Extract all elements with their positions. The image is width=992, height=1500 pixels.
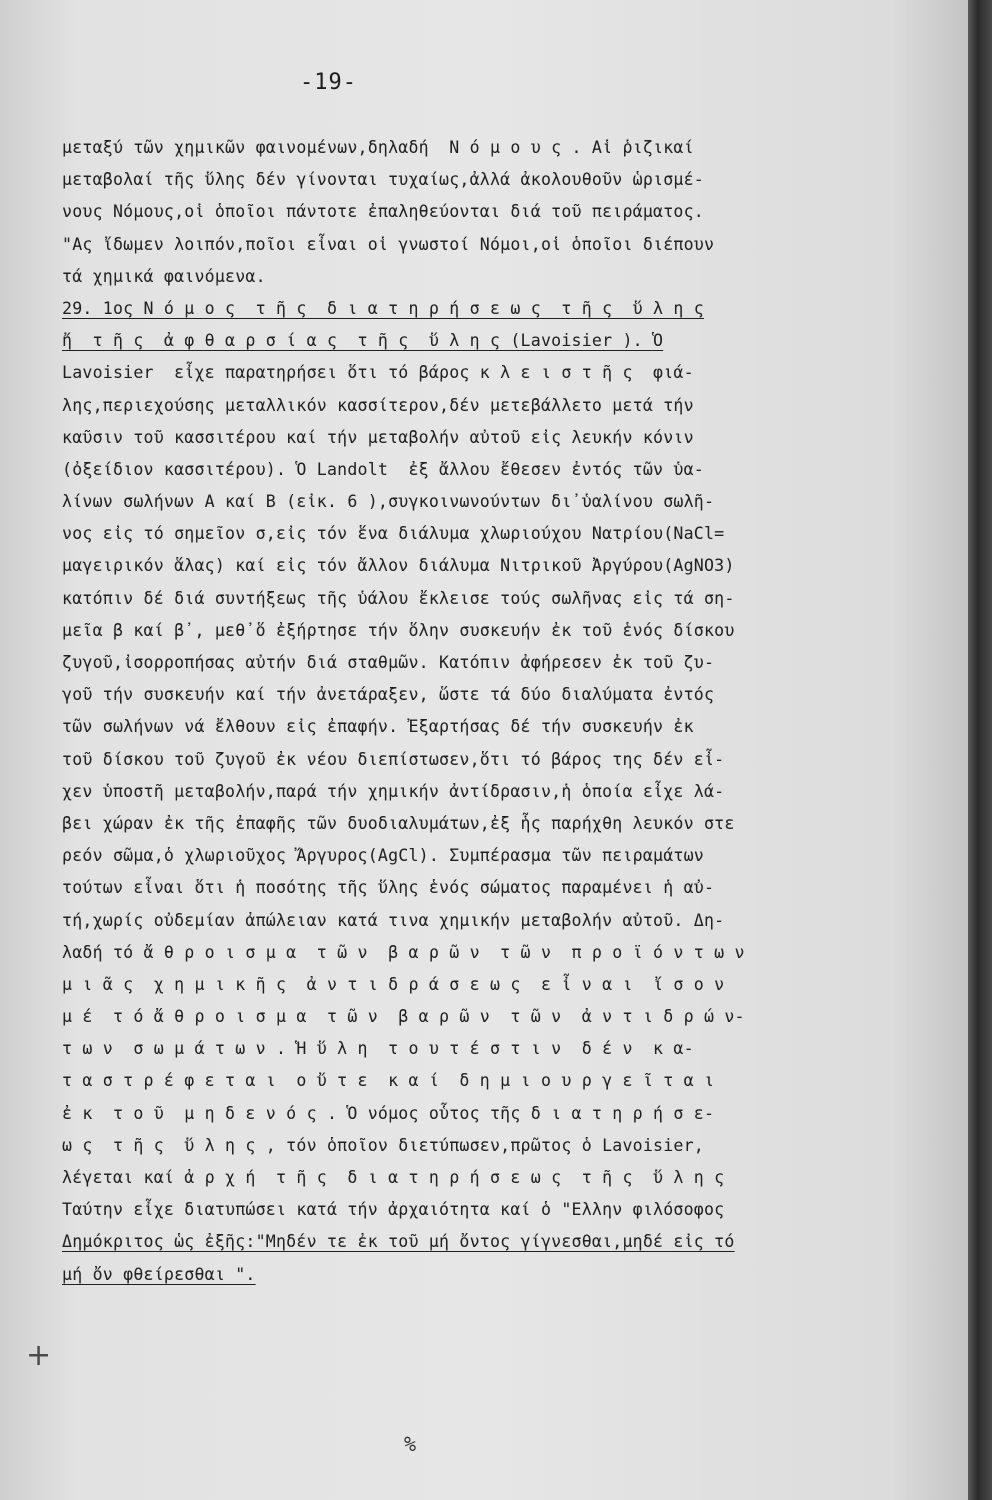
text-line: τῶν σωλήνων νά ἔλθουν εἰς ἐπαφήν. Ἐξαρτήσας δέ τήν συσκευήν ἐκ bbox=[62, 717, 694, 737]
text-line: λέγεται καί ἀ ρ χ ή τ ῆ ς δ ι α τ η ρ ή σ ε ω ς τ ῆ ς ὕ λ η ς bbox=[62, 1168, 725, 1187]
text-line: νος εἰς τό σημεῖον σ,εἰς τόν ἕνα διάλυμα χλωριούχου Νατρίου(NaCl= bbox=[62, 524, 725, 544]
page-number: -19- bbox=[300, 70, 357, 95]
text-line: μ ι ᾶ ς χ η μ ι κ ῆ ς ἀ ν τ ι δ ρ ά σ ε ω ς ε ἶ ν α ι ἴ σ ο ν bbox=[62, 974, 725, 994]
text-line: "Ας ἴδωμεν λοιπόν,ποῖοι εἶναι οἱ γνωστοί Νόμοι,οἱ ὁποῖοι διέπουν bbox=[62, 234, 715, 254]
text-line: μεταξύ τῶν χημικῶν φαινομένων,δηλαδή Ν ό μ ο υ ς . Αἱ ῥιζικαί bbox=[62, 138, 694, 157]
text-line: μεῖα β καί β᾿, μεθ᾿ὅ ἐξήρτησε τήν ὅλην συσκευήν ἐκ τοῦ ἑνός δίσκου bbox=[62, 620, 735, 640]
text-line: λίνων σωλήνων Α καί Β (εἰκ. 6 ),συγκοινωνούντων δι᾿ὑαλίνου σωλῆ- bbox=[62, 492, 715, 512]
text-line: μαγειρικόν ἅλας) καί εἰς τόν ἄλλον διάλυμα Νιτρικοῦ Ἀργύρου(AgNO3) bbox=[62, 556, 735, 576]
text-line: τ α σ τ ρ έ φ ε τ α ι ο ὔ τ ε κ α ί δ η μ ι ο υ ρ γ ε ῖ τ α ι bbox=[62, 1071, 715, 1091]
text-line: λης,περιεχούσης μεταλλικόν κασσίτερον,δέν μετεβάλλετο μετά τήν bbox=[62, 395, 694, 415]
text-line: τή,χωρίς οὐδεμίαν ἀπώλειαν κατά τινα χημικήν μεταβολήν αὐτοῦ. Δη- bbox=[62, 910, 725, 930]
page-binding-edge bbox=[968, 0, 992, 1500]
text-line: 29. 1ος Ν ό μ ο ς τ ῆ ς δ ι α τ η ρ ή σ ε ω ς τ ῆ ς ὕ λ η ς bbox=[62, 298, 704, 318]
text-line: (ὀξείδιον κασσιτέρου). Ὁ Landolt ἐξ ἄλλου ἔθεσεν ἐντός τῶν ὑα- bbox=[62, 459, 704, 479]
text-line: τούτων εἶναι ὅτι ἡ ποσότης τῆς ὕλης ἑνός σώματος παραμένει ἡ αὐ- bbox=[62, 878, 715, 898]
text-line: ρεόν σῶμα,ὁ χλωριοῦχος Ἄργυρος(AgCl). Συμπέρασμα τῶν πειραμάτων bbox=[62, 846, 704, 866]
text-line: τά χημικά φαινόμενα. bbox=[62, 266, 266, 286]
text-line: νους Νόμους,οἱ ὁποῖοι πάντοτε ἐπαληθεύονται διά τοῦ πειράματος. bbox=[62, 202, 704, 222]
body-text bbox=[62, 132, 962, 1291]
text-line: μή ὄν φθείρεσθαι ". bbox=[62, 1264, 256, 1284]
text-line: μ έ τ ό ἄ θ ρ ο ι σ μ α τ ῶ ν β α ρ ῶ ν τ ῶ ν ἀ ν τ ι δ ρ ώ ν- bbox=[62, 1007, 745, 1027]
footer-mark: % bbox=[404, 1432, 417, 1456]
text-line: ζυγοῦ,ἰσορροπήσας αὐτήν διά σταθμῶν. Κατόπιν ἀφήρεσεν ἐκ τοῦ ζυ- bbox=[62, 653, 715, 672]
text-line: βει χώραν ἐκ τῆς ἐπαφῆς τῶν δυοδιαλυμάτων,ἐξ ἧς παρήχθη λευκόν στε bbox=[62, 813, 735, 833]
text-line: κατόπιν δέ διά συντήξεως τῆς ὑάλου ἔκλεισε τούς σωλῆνας εἰς τά ση- bbox=[62, 588, 735, 608]
text-line: γοῦ τήν συσκευήν καί τήν ἀνετάραξεν, ὥστε τά δύο διαλύματα ἐντός bbox=[62, 685, 715, 705]
text-line: Lavoisier εἶχε παρατηρήσει ὅτι τό βάρος κ λ ε ι σ τ ῆ ς φιά- bbox=[62, 363, 694, 383]
text-line: ἤ τ ῆ ς ἀ φ θ α ρ σ ί α ς τ ῆ ς ὕ λ η ς (Lavoisier ). Ὁ bbox=[62, 331, 664, 351]
text-line: χεν ὑποστῆ μεταβολήν,παρά τήν χημικήν ἀντίδρασιν,ἡ ὁποία εἶχε λά- bbox=[62, 781, 725, 801]
text-line: Ταύτην εἶχε διατυπώσει κατά τήν ἀρχαιότητα καί ὁ "Ελλην φιλόσοφος bbox=[62, 1200, 725, 1220]
text-line: ω ς τ ῆ ς ὕ λ η ς , τόν ὁποῖον διετύπωσεν,πρῶτος ὁ Lavoisier, bbox=[62, 1135, 704, 1155]
text-line: τ ω ν σ ω μ ά τ ω ν . Ἡ ὕ λ η τ ο υ τ έ σ τ ι ν δ έ ν κ α- bbox=[62, 1039, 694, 1059]
text-line: καῦσιν τοῦ κασσιτέρου καί τήν μεταβολήν αὐτοῦ εἰς λευκήν κόνιν bbox=[62, 427, 694, 447]
margin-plus-mark: + bbox=[26, 1338, 52, 1373]
text-line: λαδή τό ἄ θ ρ ο ι σ μ α τ ῶ ν β α ρ ῶ ν τ ῶ ν π ρ ο ϊ ό ν τ ω ν bbox=[62, 942, 745, 962]
text-line: μεταβολαί τῆς ὕλης δέν γίνονται τυχαίως,ἀλλά ἀκολουθοῦν ὡρισμέ- bbox=[62, 170, 704, 190]
text-line: Δημόκριτος ὡς ἐξῆς:"Μηδέν τε ἐκ τοῦ μή ὄντος γίγνεσθαι,μηδέ εἰς τό bbox=[62, 1232, 735, 1252]
text-line: τοῦ δίσκου τοῦ ζυγοῦ ἐκ νέου διεπίστωσεν,ὅτι τό βάρος της δέν εἶ- bbox=[62, 749, 725, 769]
text-line: ἐ κ τ ο ῦ μ η δ ε ν ό ς . Ὁ νόμος οὗτος τῆς δ ι α τ η ρ ή σ ε- bbox=[62, 1103, 715, 1123]
